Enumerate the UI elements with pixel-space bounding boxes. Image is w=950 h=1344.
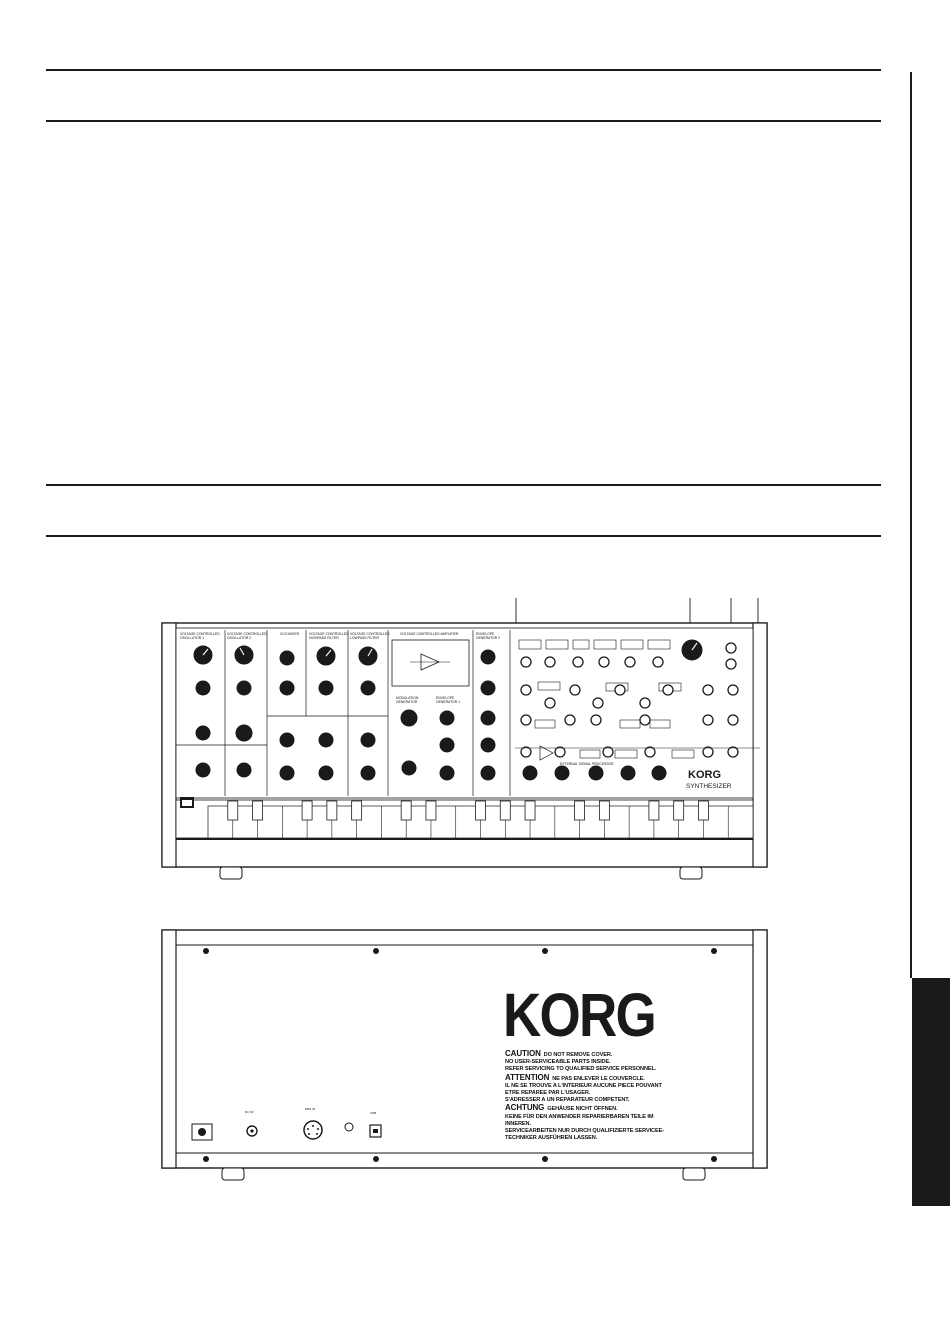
- front-model: SYNTHESIZER: [686, 783, 732, 790]
- rear-brand-logo: KORG: [503, 981, 655, 1049]
- rear-cheek-right: [753, 930, 767, 1168]
- svg-text:LOWPASS FILTER: LOWPASS FILTER: [350, 636, 379, 640]
- rear-foot-right: [683, 1168, 705, 1180]
- rear-cheek-left: [162, 930, 176, 1168]
- svg-text:OSCILLATOR 2: OSCILLATOR 2: [227, 636, 251, 640]
- title-vco1: VOLTAGE CONTROLLED: [180, 632, 220, 636]
- svg-text:GENERATOR 2: GENERATOR 2: [476, 636, 500, 640]
- midi-label: MIDI IN: [305, 1107, 316, 1111]
- title-mg: MODULATION: [396, 696, 419, 700]
- led-indicator: [345, 1123, 353, 1131]
- attention-head: ATTENTION: [505, 1072, 550, 1082]
- usb-label: USB: [370, 1111, 377, 1115]
- title-vco-mixer: VCO MIXER: [280, 632, 300, 636]
- dc-label: DC 9V: [245, 1110, 254, 1114]
- midi-in-jack: [304, 1121, 322, 1139]
- title-esp: EXTERNAL SIGNAL PROCESSOR: [560, 762, 614, 766]
- svg-text:HIGHPASS FILTER: HIGHPASS FILTER: [309, 636, 339, 640]
- svg-text:GENERATOR 1: GENERATOR 1: [436, 700, 460, 704]
- title-vca: VOLTAGE CONTROLLED AMPLIFIER: [400, 632, 459, 636]
- title-lpf: VOLTAGE CONTROLLED: [350, 632, 390, 636]
- title-hpf: VOLTAGE CONTROLLED: [309, 632, 349, 636]
- svg-text:OSCILLATOR 1: OSCILLATOR 1: [180, 636, 204, 640]
- title-eg2: ENVELOPE: [476, 632, 495, 636]
- svg-text:GENERATOR: GENERATOR: [396, 700, 418, 704]
- achtung-head: ACHTUNG: [505, 1103, 545, 1113]
- title-vco2: VOLTAGE CONTROLLED: [227, 632, 267, 636]
- rear-foot-left: [222, 1168, 244, 1180]
- caution-label: CAUTION DO NOT REMOVE COVER. NO USER-SERVICEABLE PARTS INSIDE. REFER SERVICING TO QUALIFIED SERVICE PERSONNEL. ATTENTION NE PAS ENLEVER LE COUVERCLE. IL NE SE TROUVE A L'INTERIEUR AUCUNE PIECE POUVANT ETRE REPAREE PAR L'USAGER. S'ADRESSER A UN REPARATEUR COMPETENT. ACHTUNG GEHÄUSE NICHT ÖFFNEN. KEINE FÜR DEN ANWENDER REPARIERBAREN TEILE IM INNEREN. SERVICEARBEITEN NUR DURCH QUALIFIZIERTE SERVICEE- TECHNIKER AUSFÜHREN LASSEN.: [505, 1049, 664, 1142]
- caution-head: CAUTION: [505, 1049, 541, 1058]
- front-brand: KORG: [688, 769, 721, 781]
- title-eg1: ENVELOPE: [436, 696, 455, 700]
